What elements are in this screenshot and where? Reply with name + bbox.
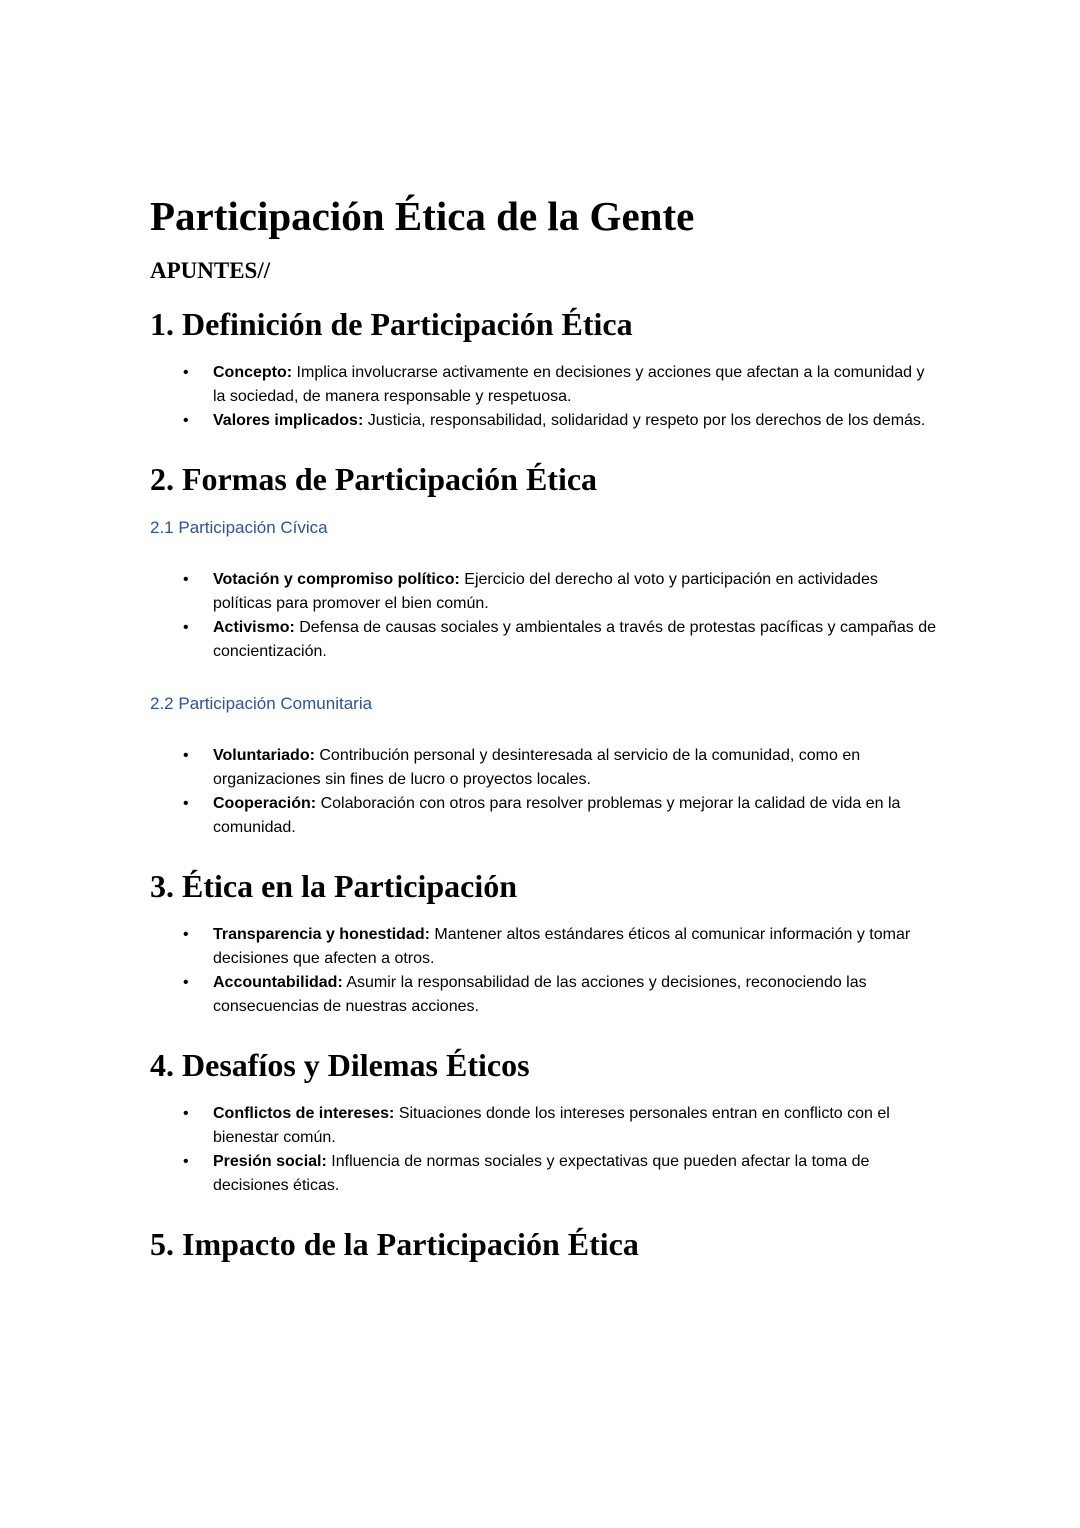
subsection-2-1-list bbox=[150, 568, 940, 664]
item-text: Influencia de normas sociales y expectativas que pueden afectar la toma de decisiones éticas. bbox=[213, 1153, 870, 1194]
bullet-icon: • bbox=[183, 795, 189, 812]
bullet-icon: • bbox=[183, 412, 189, 429]
bullet-icon: • bbox=[183, 1153, 189, 1170]
list-item bbox=[183, 923, 940, 971]
list-item bbox=[183, 616, 940, 664]
item-text: Situaciones donde los intereses personales entran en conflicto con el bienestar común. bbox=[213, 1105, 890, 1146]
section-3-list bbox=[150, 923, 940, 1019]
item-term: Transparencia y honestidad: bbox=[213, 926, 430, 943]
item-text: Colaboración con otros para resolver problemas y mejorar la calidad de vida en la comunidad. bbox=[213, 795, 901, 836]
bullet-icon: • bbox=[183, 364, 189, 381]
subsection-2-2-heading: 2.2 Participación Comunitaria bbox=[150, 694, 373, 713]
item-text: Mantener altos estándares éticos al comunicar información y tomar decisiones que afecten a otros. bbox=[213, 926, 911, 967]
document-page bbox=[150, 190, 940, 1264]
item-text: Implica involucrarse activamente en decisiones y acciones que afectan a la comunidad y la sociedad, de manera responsable y respetuosa. bbox=[213, 364, 925, 405]
section-3-heading: 3. Ética en la Participación bbox=[150, 868, 518, 904]
item-term: Valores implicados: bbox=[213, 412, 364, 429]
item-term: Accountabilidad: bbox=[213, 974, 343, 991]
list-item bbox=[183, 792, 940, 840]
section-1-heading: 1. Definición de Participación Ética bbox=[150, 306, 633, 342]
bullet-icon: • bbox=[183, 974, 189, 991]
list-item bbox=[183, 1150, 940, 1198]
item-term: Conflictos de intereses: bbox=[213, 1105, 395, 1122]
item-term: Voluntariado: bbox=[213, 747, 315, 764]
item-text: Ejercicio del derecho al voto y participación en actividades políticas para promover el bien común. bbox=[213, 571, 878, 612]
section-5-heading: 5. Impacto de la Participación Ética bbox=[150, 1226, 639, 1262]
item-term: Votación y compromiso político: bbox=[213, 571, 460, 588]
list-item bbox=[183, 971, 940, 1019]
section-2-heading: 2. Formas de Participación Ética bbox=[150, 461, 598, 497]
bullet-icon: • bbox=[183, 1105, 189, 1122]
list-item bbox=[183, 744, 940, 792]
document-title: Participación Ética de la Gente bbox=[150, 193, 695, 239]
section-4-heading: 4. Desafíos y Dilemas Éticos bbox=[150, 1047, 530, 1083]
document-subtitle: APUNTES// bbox=[150, 258, 271, 283]
item-text: Contribución personal y desinteresada al servicio de la comunidad, como en organizaciones sin fines de lucro o proyectos locales. bbox=[213, 747, 861, 788]
subsection-2-1-heading: 2.1 Participación Cívica bbox=[150, 518, 328, 537]
bullet-icon: • bbox=[183, 619, 189, 636]
item-term: Activismo: bbox=[213, 619, 295, 636]
item-term: Concepto: bbox=[213, 364, 293, 381]
list-item bbox=[183, 1102, 940, 1150]
list-item bbox=[183, 409, 940, 433]
section-1-list bbox=[150, 361, 940, 433]
item-term: Presión social: bbox=[213, 1153, 327, 1170]
subsection-2-2-list bbox=[150, 744, 940, 840]
list-item bbox=[183, 568, 940, 616]
bullet-icon: • bbox=[183, 747, 189, 764]
item-term: Cooperación: bbox=[213, 795, 317, 812]
bullet-icon: • bbox=[183, 571, 189, 588]
item-text: Defensa de causas sociales y ambientales a través de protestas pacíficas y campañas de concientización. bbox=[213, 619, 937, 660]
list-item bbox=[183, 361, 940, 409]
item-text: Justicia, responsabilidad, solidaridad y respeto por los derechos de los demás. bbox=[363, 412, 926, 429]
item-text: Asumir la responsabilidad de las acciones y decisiones, reconociendo las consecuencias de nuestras acciones. bbox=[213, 974, 867, 1015]
section-4-list bbox=[150, 1102, 940, 1198]
bullet-icon: • bbox=[183, 926, 189, 943]
